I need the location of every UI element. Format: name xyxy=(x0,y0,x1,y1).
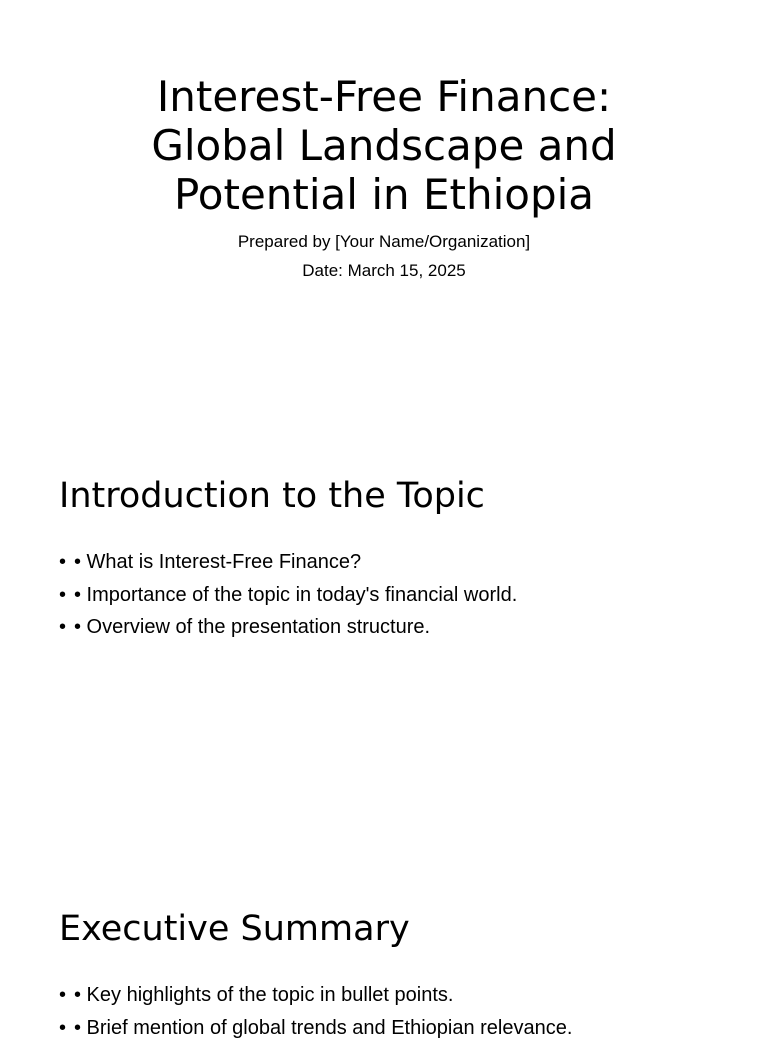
list-item xyxy=(59,611,739,644)
bullet-list xyxy=(59,546,739,644)
section-heading: Introduction to the Topic xyxy=(59,476,739,516)
section-heading: Executive Summary xyxy=(59,909,739,949)
title-line: Potential in Ethiopia xyxy=(0,170,768,219)
title-slide xyxy=(0,72,768,285)
bullet-marker: • xyxy=(59,546,74,579)
list-item-text: • What is Interest-Free Finance? xyxy=(74,551,361,573)
presentation-title xyxy=(0,72,768,219)
list-item xyxy=(59,979,739,1012)
list-item-text: • Brief mention of global trends and Ethiopian relevance. xyxy=(74,1017,572,1039)
title-line: Global Landscape and xyxy=(0,121,768,170)
bullet-list xyxy=(59,979,739,1044)
list-item xyxy=(59,546,739,579)
list-item xyxy=(59,579,739,612)
prepared-by-text: Prepared by [Your Name/Organization] xyxy=(0,227,768,256)
bullet-marker: • xyxy=(59,979,74,1012)
introduction-section xyxy=(59,476,739,644)
executive-summary-section xyxy=(59,909,739,1044)
bullet-marker: • xyxy=(59,1012,74,1044)
list-item xyxy=(59,1012,739,1044)
list-item-text: • Importance of the topic in today's financial world. xyxy=(74,584,517,606)
bullet-marker: • xyxy=(59,611,74,644)
bullet-marker: • xyxy=(59,579,74,612)
title-line: Interest-Free Finance: xyxy=(0,72,768,121)
list-item-text: • Overview of the presentation structure. xyxy=(74,616,430,638)
date-text: Date: March 15, 2025 xyxy=(0,256,768,285)
list-item-text: • Key highlights of the topic in bullet points. xyxy=(74,984,453,1006)
